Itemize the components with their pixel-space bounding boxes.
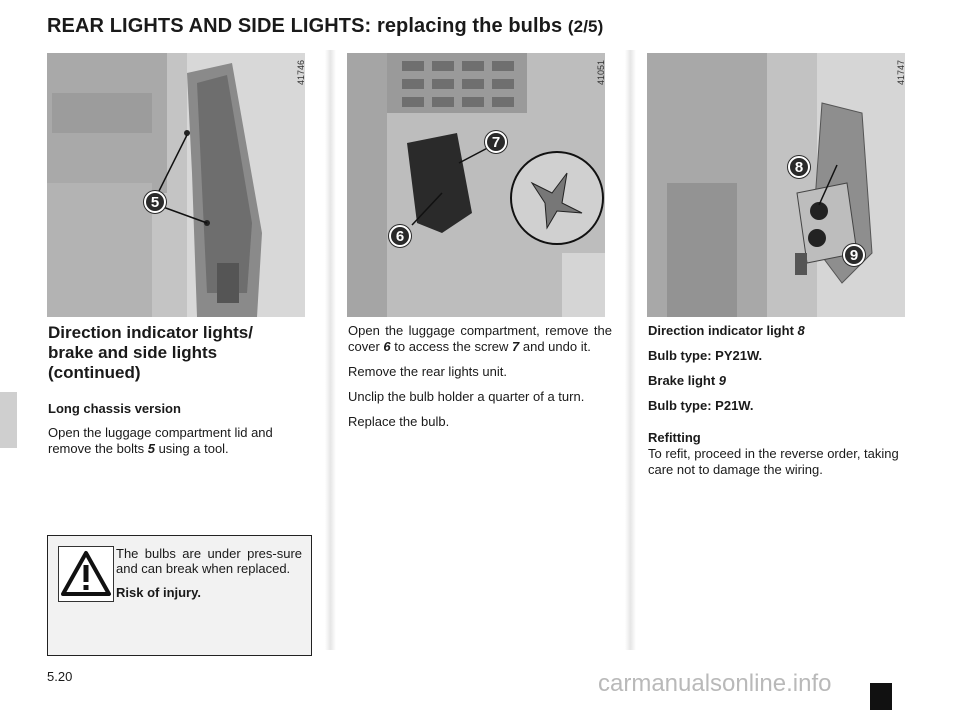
- callout-5: 5: [144, 191, 166, 213]
- image-ref: 41746: [296, 60, 306, 86]
- image-ref: 41747: [896, 60, 906, 86]
- watermark: carmanualsonline.info: [598, 670, 832, 697]
- column-1-text: [48, 323, 312, 457]
- corner-mark: [870, 683, 892, 710]
- section-title: Direction indicator lights/ brake and side lights (continued): [48, 323, 253, 382]
- indicator-light-label: Direction indicator light 8: [648, 323, 805, 338]
- refitting-text: To refit, proceed in the reverse order, taking care not to damage the wiring.: [648, 446, 899, 477]
- subhead-long-chassis: Long chassis version: [48, 401, 181, 416]
- instruction-text: Open the luggage compartment lid and remove the bolts 5 using a tool.: [48, 425, 273, 456]
- instruction-text: Remove the rear lights unit.: [348, 364, 507, 379]
- page-number: 5.20: [47, 669, 73, 684]
- column-separator: [325, 50, 336, 650]
- photo-luggage-compartment-bolts: [47, 53, 305, 317]
- warning-box: [47, 535, 312, 656]
- bulb-type: Bulb type: PY21W.: [648, 348, 763, 363]
- brake-light-label: Brake light 9: [648, 373, 727, 388]
- callout-9: 9: [843, 244, 865, 266]
- warning-text: The bulbs are under pres-sure and can break when replaced. Risk of injury.: [116, 546, 302, 600]
- image-ref: 41051: [596, 60, 606, 86]
- refitting-heading: Refitting: [648, 430, 701, 445]
- warning-triangle-icon: [58, 546, 114, 602]
- bulb-type: Bulb type: P21W.: [648, 398, 754, 413]
- instruction-text: Open the luggage compartment, remove the cover 6 to access the screw 7 and undo it.: [348, 323, 612, 354]
- warning-risk: Risk of injury.: [116, 585, 201, 600]
- page-title: REAR LIGHTS AND SIDE LIGHTS: replacing the bulbs (2/5): [47, 15, 604, 37]
- column-separator: [625, 50, 636, 650]
- instruction-text: Unclip the bulb holder a quarter of a turn.: [348, 389, 585, 404]
- instruction-text: Replace the bulb.: [348, 414, 450, 429]
- chapter-tab: [0, 392, 17, 448]
- callout-7: 7: [485, 131, 507, 153]
- callout-8: 8: [788, 156, 810, 178]
- column-2-text: [348, 323, 612, 439]
- callout-6: 6: [389, 225, 411, 247]
- column-3-text: [648, 323, 914, 487]
- photo-cover-and-screw: [347, 53, 605, 317]
- page-title-part: (2/5): [567, 17, 604, 36]
- photo-rear-light-bulb-holders: [647, 53, 905, 317]
